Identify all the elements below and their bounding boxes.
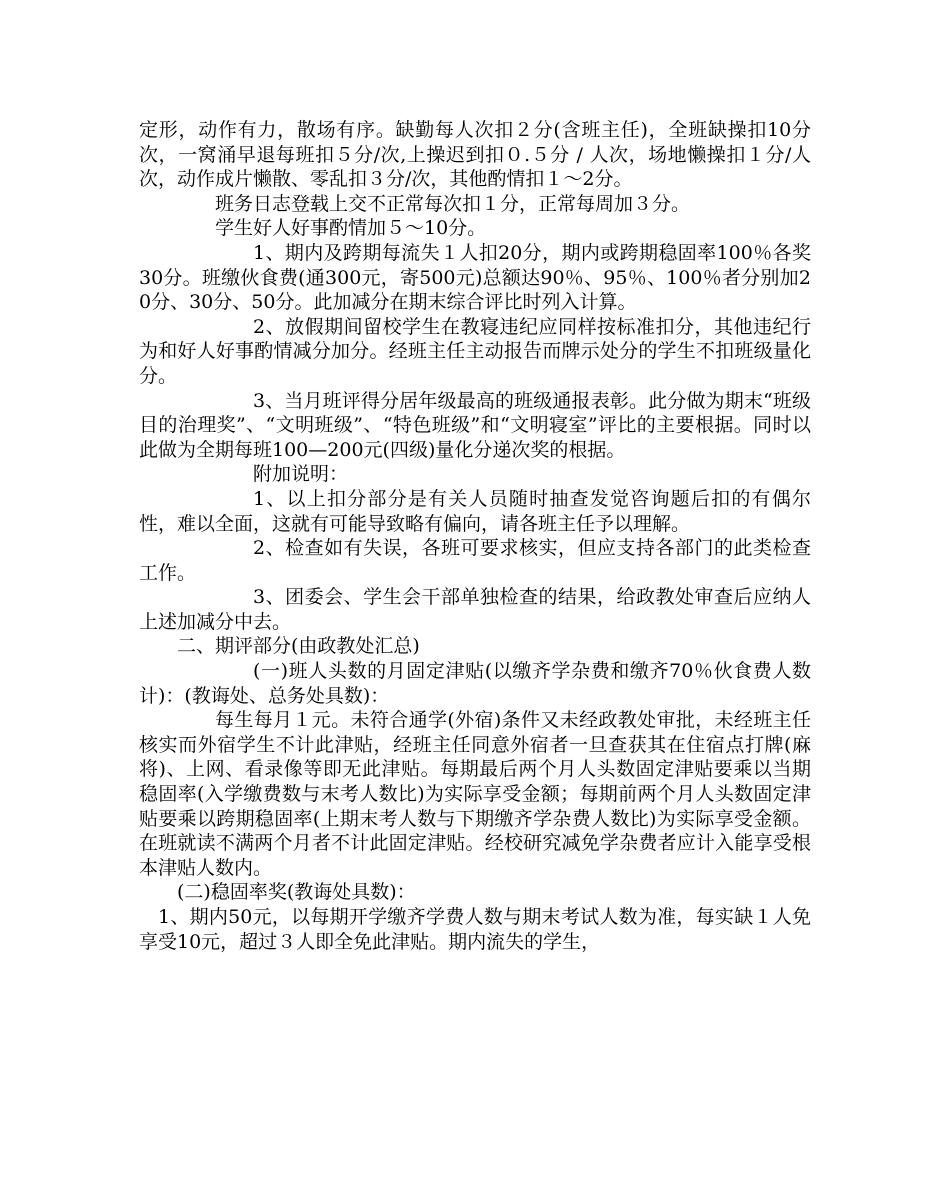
paragraph-item-3-commendation: 3、当月班评得分居年级最高的班级通报表彰。此分做为期末“班级目的治理奖”、“文明班级”、“特色班级”和“文明寝室”评比的主要根据。同时以此做为全期每班100—200元(四级)量化分递次奖的根据。 (139, 389, 811, 461)
document-body (139, 118, 811, 954)
paragraph-note-3: 3、团委会、学生会干部单独检查的结果，给政教处审查后应纳人上述加减分中去。 (139, 586, 811, 633)
subsection-heading-head-count-allowance: (一)班人头数的月固定津贴(以缴齐学杂费和缴齐70％伙食费人数计)：(教诲处、总务处具数)： (139, 660, 811, 707)
paragraph-class-log: 班务日志登载上交不正常每次扣１分，正常每周加３分。 (215, 192, 691, 215)
paragraph-note-2: 2、检查如有失误，各班可要求核实，但应支持各部门的此类检查工作。 (139, 537, 811, 584)
paragraph-good-deeds: 学生好人好事酌情加５～10分。 (215, 217, 487, 240)
paragraph-item-1-dropout: 1、期内及跨期每流失１人扣20分，期内或跨期稳固率100％各奖30分。班缴伙食费(通300元，寄500元)总额达90％、95％、100％者分别加20分、30分、50分。此加减分在期末综合评比时列入计算。 (139, 241, 811, 314)
paragraph-morning-exercise: 定形，动作有力，散场有序。缺勤每人次扣２分(含班主任)，全班缺操扣10分次，一窝涌早退每班扣５分/次,上操迟到扣０.５分 / 人次，场地懒操扣１分/人次，动作成片懒散、零乱扣３分/次，其他酌情扣１～2分。 (139, 119, 811, 191)
paragraph-additional-notes-heading: 附加说明： (253, 463, 349, 486)
paragraph-allowance-rules: 每生每月１元。未符合通学(外宿)条件又未经政教处审批，未经班主任核实而外宿学生不计此津贴，经班主任同意外宿者一旦查获其在住宿点打牌(麻将)、上网、看录像等即无此津贴。每期最后两个月人头数固定津贴要乘以当期稳固率(入学缴费数与末考人数比)为实际享受金额；每期前两个月人头数固定津贴要乘以跨期稳固率(上期末考人数与下期缴齐学杂费人数比)为实际享受金额。在班就读不满两个月者不计此固定津贴。经校研究减免学杂费者应计入能享受根本津贴人数内。 (139, 709, 811, 879)
paragraph-stability-item-1: 1、期内50元，以每期开学缴齐学费人数与期末考试人数为准，每实缺１人免享受10元，超过３人即全免此津贴。期内流失的学生， (139, 906, 811, 953)
paragraph-note-1: 1、以上扣分部分是有关人员随时抽查发觉咨询题后扣的有偶尔性，难以全面，这就有可能导致略有偏向，请各班主任予以理解。 (139, 487, 811, 535)
section-heading-term-evaluation: 二、期评部分(由政教处汇总) (177, 635, 420, 658)
subsection-heading-stability-award: (二)稳固率奖(教诲处具数)： (177, 881, 416, 904)
paragraph-item-2-holiday: 2、放假期间留校学生在教寝违纪应同样按标准扣分，其他违纪行为和好人好事酌情减分加分。经班主任主动报告而牌示处分的学生不扣班级量化分。 (139, 315, 811, 387)
